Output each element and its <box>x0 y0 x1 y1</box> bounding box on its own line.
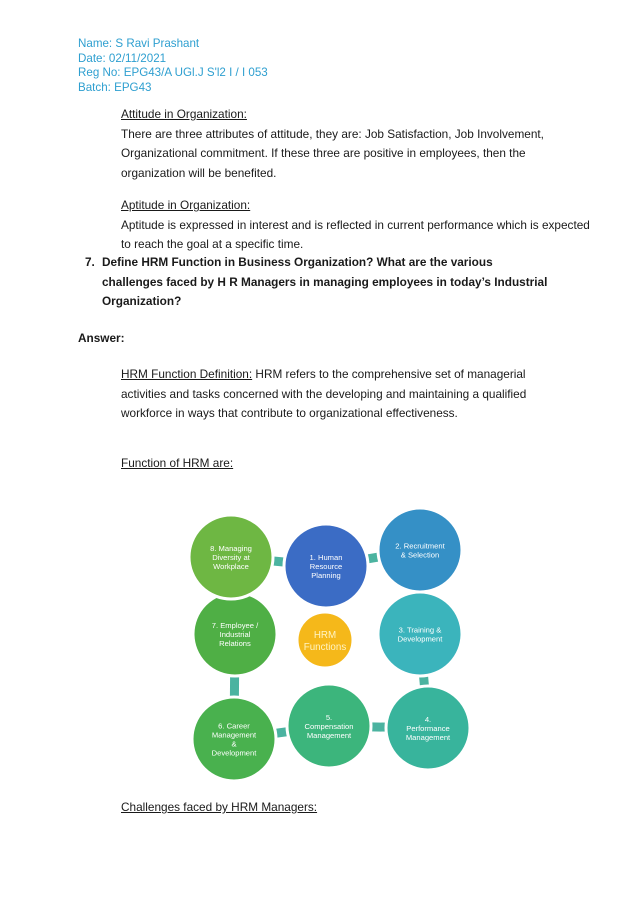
challenges-label: Challenges faced by HRM Managers: <box>121 800 318 814</box>
function-node-label: 2. Recruitment & Selection <box>395 541 445 560</box>
function-node-label: 1. Human Resource Planning <box>309 553 343 581</box>
batch: Batch: EPG43 <box>78 80 152 94</box>
student-name: Name: S Ravi Prashant <box>78 37 200 50</box>
attitude-title: Attitude in Organization: <box>121 107 247 121</box>
function-node-label: 5. Compensation Management <box>304 713 354 741</box>
function-node-label: 7. Employee / Industrial Relations <box>211 621 259 649</box>
definition-text: HRM refers to the comprehensive set of managerial activities and tasks concerned with the developing and maintaining a qualified workforce in ways that contribute to organizational effectiveness. <box>121 367 527 421</box>
attitude-body: There are three attributes of attitude, they are: Job Satisfaction, Job Involvement, Organizational commitment. If these three are positive in employees, then the organization will be benefited. <box>121 126 544 180</box>
function-node-label: 3. Training & Development <box>397 625 443 644</box>
diagram-nodes <box>189 508 470 781</box>
function-node-label: 6. Career Management & Development <box>211 721 257 758</box>
question-text: Define HRM Function in Business Organization? What are the various challenges faced by H R Managers in managing employees in today’s Industrial Organization? <box>102 255 548 308</box>
question-number: 7. <box>85 255 95 269</box>
function-node-label: 4. Performance Management <box>405 715 451 743</box>
answer-label: Answer: <box>78 331 125 345</box>
registration-number: Reg No: EPG43/A UGl.J S'l2 I / I 053 <box>78 66 268 79</box>
aptitude-body: Aptitude is expressed in interest and is reflected in current performance which is expected to reach the goal at a specific time. <box>121 217 590 252</box>
function-node-label: 8. Managing Diversity at Workplace <box>210 544 252 572</box>
functions-label: Function of HRM are: <box>121 456 234 470</box>
submission-date: Date: 02/11/2021 <box>78 51 167 65</box>
definition-label: HRM Function Definition: <box>121 367 253 381</box>
center-node-label: HRM Functions <box>303 630 347 654</box>
aptitude-title: Aptitude in Organization: <box>121 198 251 212</box>
